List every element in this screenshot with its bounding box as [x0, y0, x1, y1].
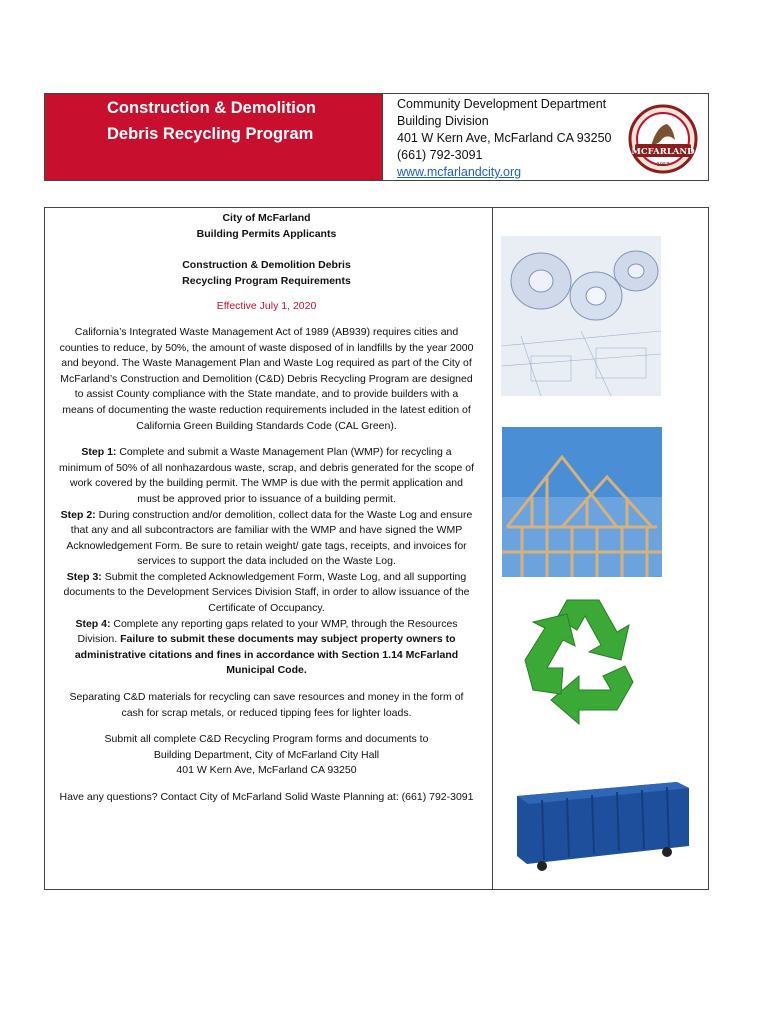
- city-seal-logo: [627, 104, 699, 174]
- address: 401 W Kern Ave, McFarland CA 93250: [397, 131, 612, 145]
- step-4: [59, 617, 474, 679]
- step-3: [59, 570, 474, 617]
- intro-paragraph: California’s Integrated Waste Management Act of 1989 (AB939) requires cities and counties to reduce, by 50%, the amount of waste disposed of in landfills by the year 2000 and beyond. The Waste Management Plan and Waste Log required as part of the City of McFarland’s Construction and Demolition (C&D) Debris Recycling Program are designed to assist County compliance with the State mandate, and to provide builders with a means of documenting the waste reduction requirements included in the latest edition of California Green Building Standards Code (CAL Green).: [59, 325, 474, 432]
- house-framing-image: [502, 427, 662, 577]
- questions-contact: Have any questions? Contact City of McFarland Solid Waste Planning at: (661) 792-3091: [59, 791, 474, 803]
- separating-paragraph: Separating C&D materials for recycling can save resources and money in the form of cash for scrap metals, or reduced tipping fees for lighter loads.: [69, 691, 464, 719]
- step-1-text: Complete and submit a Waste Management Plan (WMP) for recycling a minimum of 50% of all nonhazardous waste, scrap, and debris generated for the scope of work covered by the building permit. The WMP is due with the permit application and must be approved prior to issuance of a building permit.: [59, 446, 474, 505]
- step-1-label: Step 1:: [81, 446, 117, 459]
- recycle-icon: [521, 590, 645, 732]
- requirements-text-column: [45, 208, 492, 806]
- website-link[interactable]: www.mcfarlandcity.org: [397, 165, 522, 179]
- submit-line3: 401 W Kern Ave, McFarland CA 93250: [176, 764, 357, 777]
- column-divider: [492, 208, 493, 889]
- audience: Building Permits Applicants: [196, 227, 337, 240]
- dumpster-image: [507, 774, 697, 874]
- step-1: [59, 445, 474, 507]
- main-content-box: [44, 207, 709, 890]
- requirements-heading-line1: Construction & Demolition Debris: [182, 259, 351, 272]
- step-2: [59, 508, 474, 570]
- step-3-label: Step 3:: [66, 570, 102, 583]
- svg-text:1957: 1957: [656, 162, 670, 168]
- step-2-label: Step 2:: [60, 508, 96, 521]
- submit-line2: Building Department, City of McFarland City Hall: [153, 748, 380, 761]
- step-2-text: During construction and/or demolition, collect data for the Waste Log and ensure that any and all subcontractors are familiar with the WMP and have signed the WMP Acknowledgement Form. Be sure to retain weight/ gate tags, receipts, and invoices for services to support the data included on the Waste Log.: [66, 508, 473, 568]
- step-4-text: Complete any reporting gaps related to your WMP, through the Resources Division.: [77, 617, 458, 646]
- phone-number: (661) 792-3091: [397, 148, 483, 162]
- step-4-label: Step 4:: [75, 617, 111, 630]
- division-name: Building Division: [397, 114, 489, 128]
- city-name: City of McFarland: [222, 212, 311, 224]
- title-panel: [45, 94, 383, 180]
- step-4-warning: Failure to submit these documents may subject property owners to administrative citations and fines in accordance with Section 1.14 McFarland Municipal Code.: [74, 633, 459, 677]
- submit-line1: Submit all complete C&D Recycling Program forms and documents to: [104, 733, 429, 746]
- requirements-heading-line2: Recycling Program Requirements: [182, 274, 351, 287]
- svg-text:MCFARLAND: MCFARLAND: [631, 147, 695, 157]
- program-title-line1: Construction & Demolition: [107, 99, 316, 117]
- program-title-line2: Debris Recycling Program: [107, 125, 314, 143]
- department-name: Community Development Department: [397, 97, 607, 111]
- blueprints-image: [501, 236, 661, 396]
- header-box: [44, 93, 709, 181]
- contact-block: [397, 96, 611, 181]
- effective-date: Effective July 1, 2020: [216, 300, 317, 313]
- step-3-text: Submit the completed Acknowledgement Form, Waste Log, and all supporting documents to the Development Services Division Staff, in order to allow issuance of the Certificate of Occupancy.: [63, 570, 470, 615]
